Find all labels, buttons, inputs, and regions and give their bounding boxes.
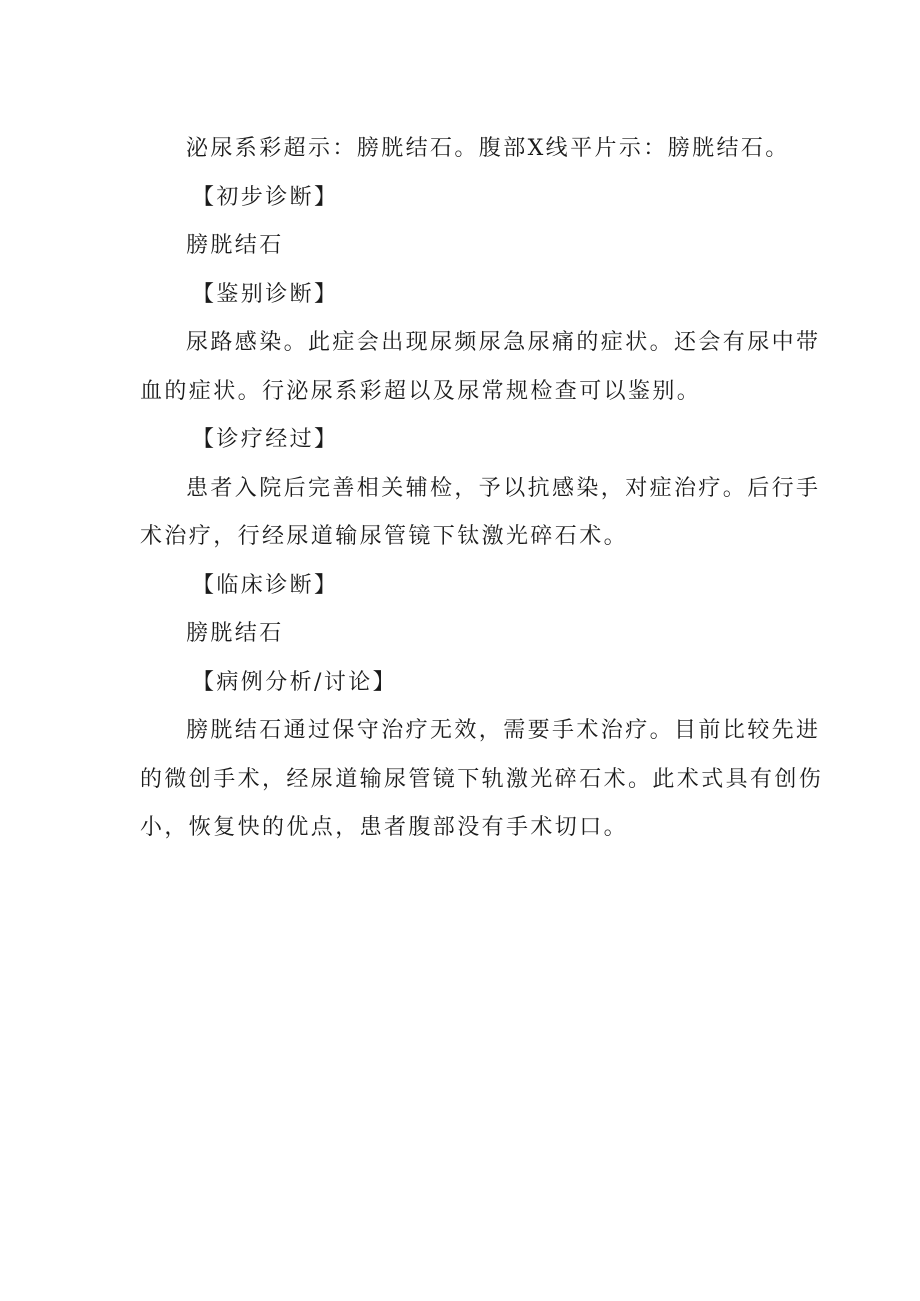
document-body	[140, 125, 824, 853]
differential-diagnosis-line-1: 尿路感染。此症会出现尿频尿急尿痛的症状。还会有尿中带	[186, 330, 821, 355]
section-heading-preliminary-diagnosis: 【初步诊断】	[192, 184, 339, 210]
section-heading-differential-diagnosis: 【鉴别诊断】	[192, 281, 339, 307]
section-heading-case-discussion: 【病例分析/讨论】	[192, 669, 398, 695]
differential-diagnosis-line-2: 血的症状。行泌尿系彩超以及尿常规检查可以鉴别。	[140, 378, 702, 404]
preliminary-diagnosis-text: 膀胱结石	[186, 233, 284, 258]
clinical-diagnosis-text: 膀胱结石	[186, 621, 284, 646]
treatment-course-line-2: 术治疗，行经尿道输尿管镜下钛激光碎石术。	[140, 524, 629, 549]
treatment-course-line-1: 患者入院后完善相关辅检，予以抗感染，对症治疗。后行手	[186, 475, 821, 501]
case-discussion-line-3: 小，恢复快的优点，患者腹部没有手术切口。	[140, 815, 629, 840]
section-heading-clinical-diagnosis: 【临床诊断】	[192, 572, 339, 598]
section-heading-treatment-course: 【诊疗经过】	[192, 427, 339, 452]
case-discussion-line-2: 的微创手术，经尿道输尿管镜下轨激光碎石术。此术式具有创伤	[140, 766, 824, 792]
case-discussion-line-1: 膀胱结石通过保守治疗无效，需要手术治疗。目前比较先进	[186, 718, 821, 743]
exam-findings-line: 泌尿系彩超示：膀胱结石。腹部X线平片示：膀胱结石。	[186, 136, 790, 161]
